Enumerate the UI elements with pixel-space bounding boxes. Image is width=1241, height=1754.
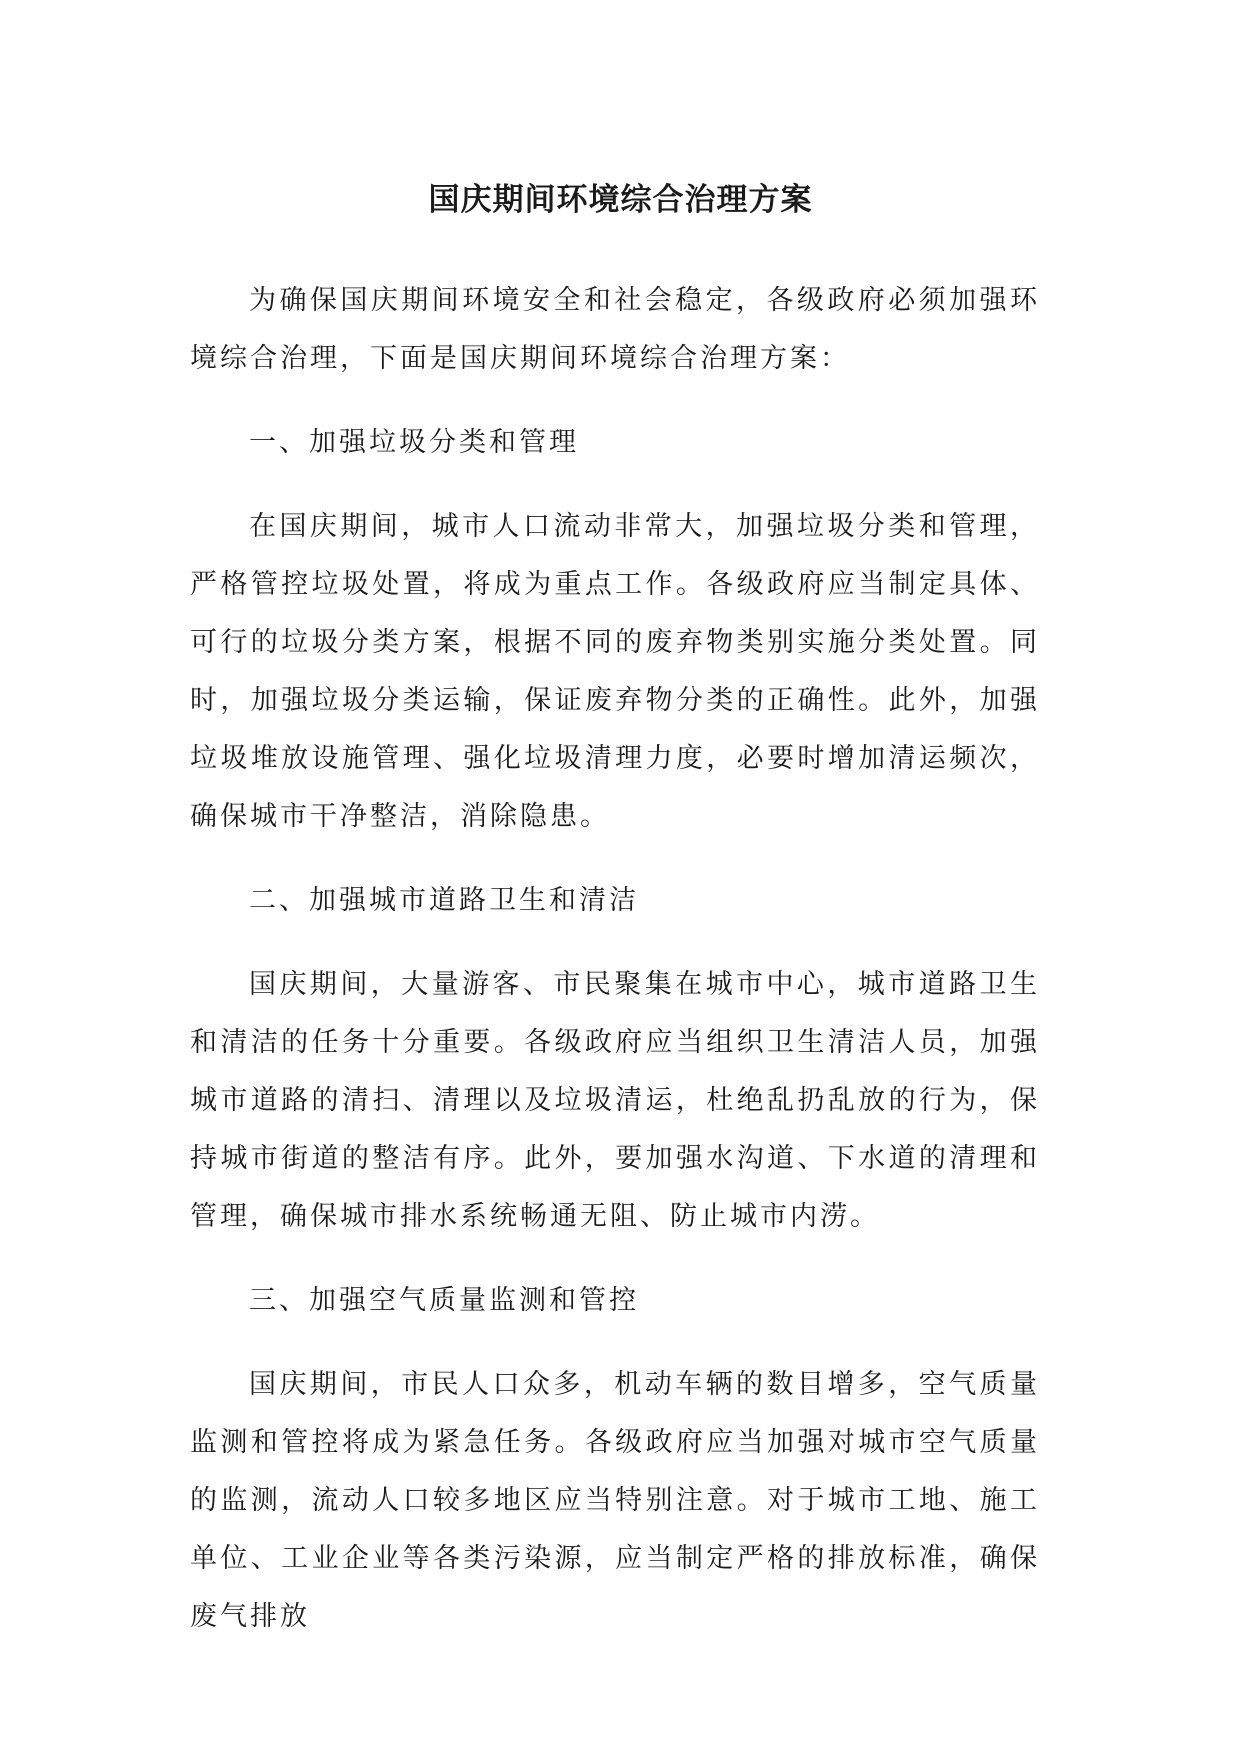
document-title: 国庆期间环境综合治理方案 [428, 182, 813, 218]
section-heading-1: 一、加强垃圾分类和管理 [249, 427, 579, 458]
intro-paragraph: 为确保国庆期间环境安全和社会稳定，各级政府必须加强环境综合治理，下面是国庆期间环境综合治理方案： [190, 285, 1040, 374]
section-paragraph-3: 国庆期间，市民人口众多，机动车辆的数目增多，空气质量监测和管控将成为紧急任务。各级政府应当加强对城市空气质量的监测，流动人口较多地区应当特别注意。对于城市工地、施工单位、工业企业等各类污染源，应当制定严格的排放标准，确保废气排放 [190, 1369, 1040, 1632]
section-heading-3: 三、加强空气质量监测和管控 [249, 1285, 639, 1316]
document-body [190, 272, 1040, 1672]
section-paragraph-1: 在国庆期间，城市人口流动非常大，加强垃圾分类和管理，严格管控垃圾处置，将成为重点工作。各级政府应当制定具体、可行的垃圾分类方案，根据不同的废弃物类别实施分类处置。同时，加强垃圾分类运输，保证废弃物分类的正确性。此外，加强垃圾堆放设施管理、强化垃圾清理力度，必要时增加清运频次，确保城市干净整洁，消除隐患。 [190, 511, 1040, 832]
section-heading-2: 二、加强城市道路卫生和清洁 [249, 885, 639, 916]
section-paragraph-2: 国庆期间，大量游客、市民聚集在城市中心，城市道路卫生和清洁的任务十分重要。各级政府应当组织卫生清洁人员，加强城市道路的清扫、清理以及垃圾清运，杜绝乱扔乱放的行为，保持城市街道的整洁有序。此外，要加强水沟道、下水道的清理和管理，确保城市排水系统畅通无阻、防止城市内涝。 [190, 969, 1040, 1232]
